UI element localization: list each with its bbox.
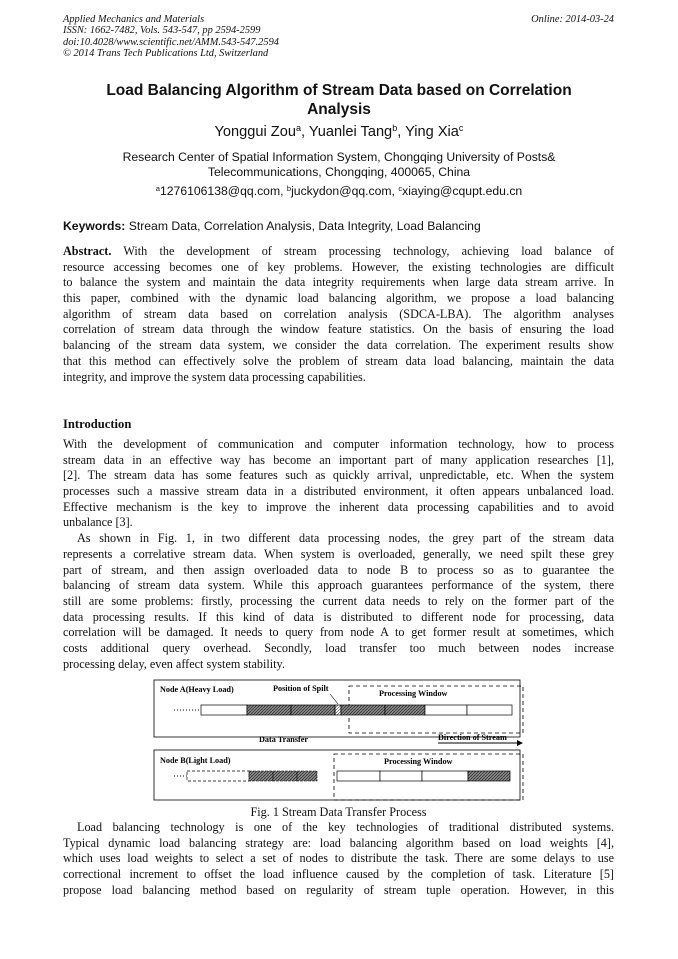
email-link[interactable]: juckydon@qq.com xyxy=(291,184,392,198)
journal-name: Applied Mechanics and Materials xyxy=(63,14,205,25)
title-line-2: Analysis xyxy=(307,100,371,118)
abstract-line: this paper, combined with the dynamic load balancing algorithm, we propose a load balancing xyxy=(63,291,614,306)
body-line: which uses load weights to select a set of nodes to distribute the task. There are some delays to use xyxy=(63,851,614,866)
stream-b-block xyxy=(468,771,510,781)
abstract-line: to balance the system and maintain the data integrity requirements when large data stream arrive. In xyxy=(63,275,614,290)
introduction-text xyxy=(63,437,614,672)
stream-a-block xyxy=(247,705,291,715)
section-heading: Introduction xyxy=(63,417,132,431)
body-line: Load balancing technology is one of the key technologies of traditional distributed systems. xyxy=(77,820,614,834)
stream-b-block xyxy=(422,771,468,781)
body-line: still are some problems: firstly, processing the current data needs to rely on the former part of the xyxy=(63,593,614,608)
author-mark: b xyxy=(392,123,398,134)
abstract-line: resource accessing becomes one of key problems. However, the existing technologies are difficult xyxy=(63,259,614,274)
author-name: Yonggui Zou xyxy=(214,124,296,140)
copyright-line: © 2014 Trans Tech Publications Ltd, Switzerland xyxy=(63,48,269,60)
email-mark: b xyxy=(286,183,292,193)
stream-a-block xyxy=(385,705,425,715)
keywords xyxy=(63,219,481,233)
stream-b-block xyxy=(380,771,422,781)
body-line: balancing of stream data system. While this approach guarantees performance of the system, there xyxy=(63,578,614,593)
email-separator: , xyxy=(391,184,399,198)
stream-b-block xyxy=(337,771,380,781)
body-line: [2]. The stream data has some features such as quickly arrival, unpredictable, etc. When the system xyxy=(63,468,614,483)
body-line: processes such a massive stream data in a distributed environment, it often appears unbalanced load. xyxy=(63,484,614,499)
email-list xyxy=(63,184,615,198)
doi-line: doi:10.4028/www.scientific.net/AMM.543-547.2594 xyxy=(63,36,279,48)
split-label: Position of Spilt xyxy=(273,684,329,693)
author-name: Yuanlei Tang xyxy=(308,124,393,140)
author-separator: , xyxy=(397,124,406,140)
body-line: represents a correlative stream data. When system is overloaded, generally, we need spilt these grey xyxy=(63,546,614,561)
title-line-1: Load Balancing Algorithm of Stream Data based on Correlation xyxy=(106,82,572,99)
body-line: unbalance [3]. xyxy=(63,515,133,530)
window-b-label: Processing Window xyxy=(384,757,453,766)
author-name: Ying Xia xyxy=(405,124,459,140)
split-marker xyxy=(335,705,341,715)
abstract-line: algorithm of stream data based on correlation analysis (SDCA-LBA). The algorithm analyses xyxy=(63,306,614,321)
email-mark: a xyxy=(155,183,160,193)
online-date: Online: 2014-03-24 xyxy=(531,14,614,25)
body-line: part of stream, and then assign overloaded data to node B to process so as to guarantee the xyxy=(63,562,614,577)
stream-a-block xyxy=(341,705,385,715)
email-link[interactable]: xiaying@cqupt.edu.cn xyxy=(402,184,523,198)
body-line: correlation will be damaged. It needs to query from node A to get former result at sometimes, which xyxy=(63,625,614,640)
abstract-line xyxy=(63,244,614,260)
node-a-label: Node A(Heavy Load) xyxy=(160,685,234,694)
body-line: Typical dynamic load balancing strategy are: load balancing algorithm based on load weights [4], xyxy=(63,835,614,850)
direction-label: Direction of Stream xyxy=(438,733,507,742)
body-line: propose load balancing method based on regularity of stream tuple operation. However, in this xyxy=(63,882,614,897)
affiliation xyxy=(63,150,615,180)
keywords-text: Stream Data, Correlation Analysis, Data Integrity, Load Balancing xyxy=(125,219,481,233)
body-line: processing delay, even affect system stability. xyxy=(63,656,285,671)
stream-b-transferred xyxy=(297,771,317,781)
abstract-line: that this method can effectively solve the problem of stream data load balancing, maintain the data xyxy=(63,353,614,368)
abstract-label: Abstract. xyxy=(63,244,112,258)
keywords-label: Keywords: xyxy=(63,219,126,233)
body-line: costs additional query overhead. Secondly, load transfer too much between nodes increase xyxy=(63,640,614,655)
abstract-first-line: With the development of stream processing technology, achieving load balance of xyxy=(111,244,614,258)
stream-a-block xyxy=(291,705,335,715)
stream-a-block xyxy=(425,705,467,715)
transfer-label: Data Transfer xyxy=(259,735,309,744)
affiliation-line: Research Center of Spatial Information System, Chongqing University of Posts& xyxy=(122,150,556,164)
email-separator: , xyxy=(280,184,287,198)
email-link[interactable]: 1276106138@qq.com xyxy=(159,184,281,198)
body-line: Effective mechanism is the key to improve the inherent data processing capabilities and to avoid xyxy=(63,499,614,514)
continuation-text xyxy=(63,820,614,898)
body-line: As shown in Fig. 1, in two different data processing nodes, the grey part of the stream data xyxy=(77,531,614,546)
figure-stream-transfer xyxy=(152,678,525,805)
issn-line: ISSN: 1662-7482, Vols. 543-547, pp 2594-2599 xyxy=(63,25,261,37)
stream-a-block xyxy=(467,705,512,715)
author-mark: c xyxy=(458,123,464,134)
stream-b-transferred xyxy=(249,771,273,781)
node-b-label: Node B(Light Load) xyxy=(160,756,231,765)
affiliation-line: Telecommunications, Chongqing, 400065, China xyxy=(207,165,471,179)
author-mark: a xyxy=(295,123,301,134)
body-line: stream data in an effective way has become an important part of many application researches [1], xyxy=(63,452,614,467)
abstract-line: correlation of stream data through the window feature statistics. On the basis of ensuring the load xyxy=(63,322,614,337)
body-line: With the development of communication and computer information technology, how to process xyxy=(63,437,614,451)
body-line: data processing results. If this kind of data is distributed to different node for processing, data xyxy=(63,609,614,624)
window-a-label: Processing Window xyxy=(379,689,448,698)
figure-caption: Fig. 1 Stream Data Transfer Process xyxy=(250,805,427,819)
email-mark: c xyxy=(398,183,403,193)
abstract-line: integrity, and improve the system data processing capabilities. xyxy=(63,369,366,384)
paper-title xyxy=(63,82,615,119)
stream-a-block xyxy=(201,705,247,715)
journal-header xyxy=(63,14,279,60)
author-separator: , xyxy=(301,124,309,140)
author-list xyxy=(63,124,615,140)
direction-arrowhead xyxy=(517,740,523,746)
abstract xyxy=(63,244,614,385)
body-line: correctional increment to offset the load influence caused by the completion of task. Literature [5] xyxy=(63,867,614,882)
stream-b-transferred xyxy=(273,771,297,781)
abstract-line: balancing of the stream data system, we consider the data correlation. The experiment results show xyxy=(63,338,614,353)
